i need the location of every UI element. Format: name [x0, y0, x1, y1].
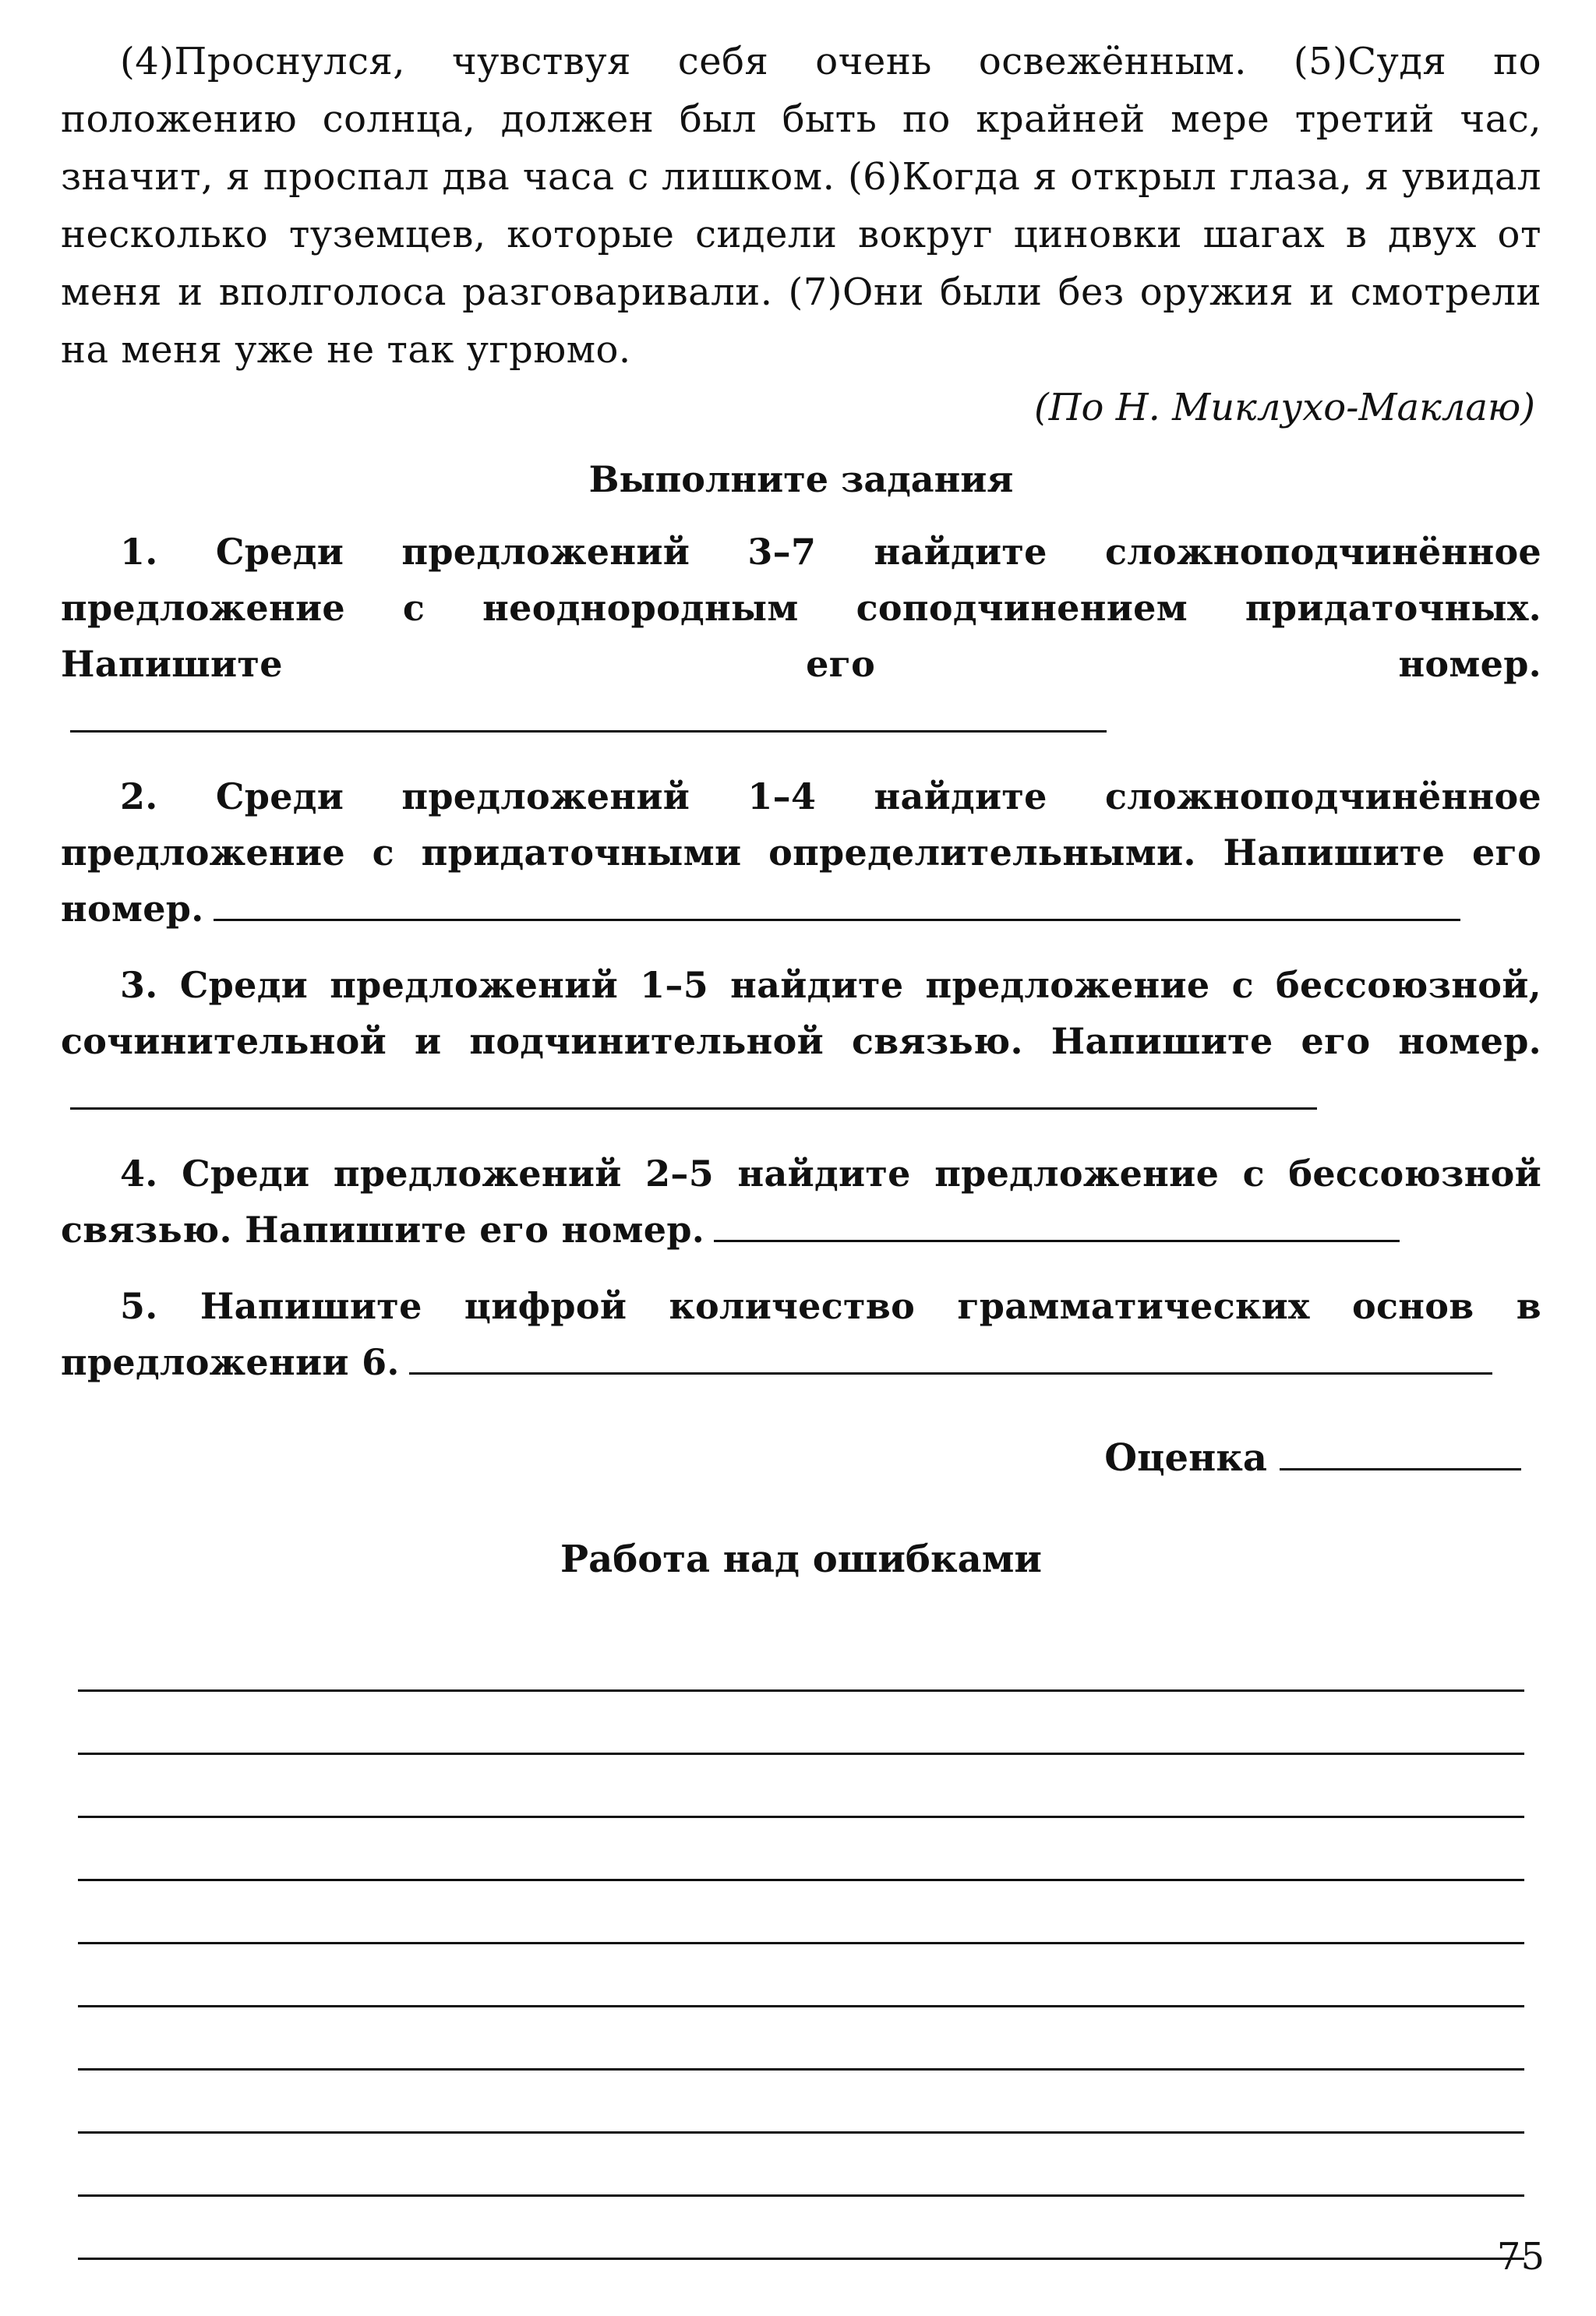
task-5-text: 5. Напишите цифрой количество грамматических основ в предложении 6. — [61, 1285, 1541, 1383]
task-3 — [61, 957, 1541, 1125]
writing-line[interactable] — [78, 1818, 1524, 1881]
writing-line[interactable] — [78, 1944, 1524, 2007]
writing-line[interactable] — [78, 1755, 1524, 1818]
task-3-answer-line[interactable] — [70, 1076, 1317, 1110]
grade-answer-line[interactable] — [1280, 1437, 1521, 1470]
task-4-answer-line[interactable] — [714, 1209, 1400, 1242]
worksheet-page — [61, 33, 1541, 1588]
task-2 — [61, 768, 1541, 937]
passage-text: (4)Проснулся, чувствуя себя очень освежённым. (5)Судя по положению солнца, должен был быть по крайней мере третий час, значит, я проспал два часа с лишком. (6)Когда я открыл глаза, я увидал несколько туземцев, которые сидели вокруг циновки шагах в двух от меня и вполголоса разговаривали. (7)Они были без оружия и смотрели на меня уже не так угрюмо. — [61, 40, 1541, 372]
grade-label: Оценка — [1104, 1436, 1267, 1480]
grade-row — [61, 1429, 1541, 1487]
tasks-title: Выполните задания — [588, 458, 1014, 500]
writing-line[interactable] — [78, 1692, 1524, 1755]
page-number: 75 — [1496, 2235, 1545, 2279]
error-correction-lines — [78, 1629, 1524, 2260]
task-2-answer-line[interactable] — [214, 888, 1460, 921]
writing-line[interactable] — [78, 2007, 1524, 2071]
writing-line[interactable] — [78, 1629, 1524, 1692]
task-1 — [61, 524, 1541, 748]
writing-line[interactable] — [78, 2071, 1524, 2134]
task-4 — [61, 1146, 1541, 1258]
writing-line[interactable] — [78, 2134, 1524, 2197]
passage-attribution: (По Н. Миклухо-Маклаю) — [1033, 386, 1535, 429]
writing-line[interactable] — [78, 1881, 1524, 1944]
task-1-text: 1. Среди предложений 3–7 найдите сложноподчинённое предложение с неоднородным соподчинением придаточных. Напишите его номер. — [61, 531, 1541, 685]
errors-title: Работа над ошибками — [560, 1538, 1042, 1581]
writing-line[interactable] — [78, 2197, 1524, 2260]
task-4-text: 4. Среди предложений 2–5 найдите предложение с бессоюзной связью. Напишите его номер. — [61, 1153, 1541, 1251]
task-3-text: 3. Среди предложений 1–5 найдите предложение с бессоюзной, сочинительной и подчинительной связью. Напишите его номер. — [61, 964, 1541, 1062]
task-5-answer-line[interactable] — [409, 1341, 1492, 1375]
task-5 — [61, 1278, 1541, 1390]
task-1-answer-line[interactable] — [70, 699, 1107, 733]
task-2-text: 2. Среди предложений 1–4 найдите сложноподчинённое предложение с придаточными определительными. Напишите его номер. — [61, 775, 1541, 930]
